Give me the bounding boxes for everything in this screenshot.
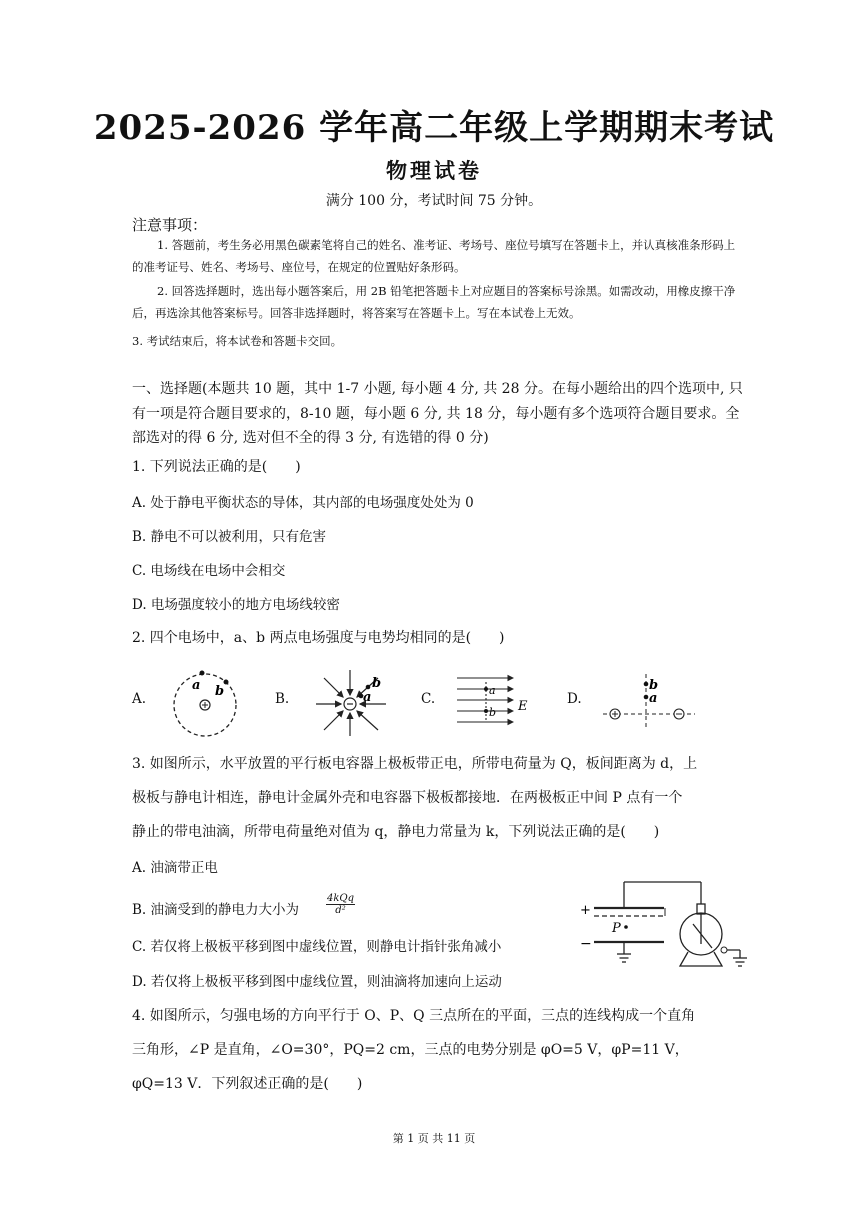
diagram-c-uniform-field [455, 672, 540, 732]
notice-item-1: 1. 答题前，考生务必用黑色碳素笔将自己的姓名、准考证、考场号、座位号填写在答题卡上，并认真核准条形码上的准考证号、姓名、考场号、座位号，在规定的位置贴好条形码。 [132, 238, 736, 274]
diagram-a-label-a: a [192, 678, 201, 693]
question-4-line-3: φQ=13 V．下列叙述正确的是( ) [132, 1076, 363, 1092]
formula-denominator: d² [335, 905, 346, 916]
question-2-label-d: D. [567, 691, 582, 707]
question-3-option-b: B. 油滴受到的静电力大小为 [132, 902, 300, 918]
question-2-label-a: A. [132, 691, 147, 707]
diagram-d-label-a: a [649, 691, 658, 706]
diagram-c-label-b: b [489, 706, 497, 719]
diagram-d-label-b: b [649, 678, 659, 693]
diagram-a-label-b: b [215, 684, 225, 699]
question-1-option-a: A. 处于静电平衡状态的导体，其内部的电场强度处处为 0 [132, 495, 474, 511]
question-1-option-b: B. 静电不可以被利用，只有危害 [132, 529, 327, 545]
formula-numerator: 4kQq [327, 893, 355, 904]
question-3-option-a: A. 油滴带正电 [132, 860, 218, 876]
question-4-line-2: 三角形，∠P 是直角，∠O=30°，PQ=2 cm，三点的电势分别是 φO=5 V，φP=11 V， [132, 1042, 689, 1058]
diagram-c-label-a: a [489, 684, 496, 697]
diagram-c-label-e: E [518, 699, 528, 714]
capacitor-p-label: P [612, 921, 621, 936]
question-2-stem: 2. 四个电场中，a、b 两点电场强度与电势均相同的是( ) [132, 630, 505, 646]
diagram-a-point-charge-circle [165, 668, 250, 738]
question-1-option-c: C. 电场线在电场中会相交 [132, 563, 286, 579]
diagram-d-two-charges [603, 672, 698, 732]
notice-item-2: 2. 回答选择题时，选出每小题答案后，用 2B 铅笔把答题卡上对应题目的答案标号涂黑。如需改动，用橡皮擦干净后，再选涂其他答案标号。回答非选择题时，将答案写在答题卡上。写在本试卷上无效。 [132, 284, 736, 320]
question-3-line-2: 极板与静电计相连，静电计金属外壳和电容器下极板都接地．在两极板正中间 P 点有一个 [132, 790, 683, 806]
capacitor-minus-sign: − [580, 936, 592, 952]
exam-meta: 满分 100 分，考试时间 75 分钟。 [325, 193, 543, 209]
question-3-option-c: C. 若仅将上极板平移到图中虚线位置，则静电计指针张角减小 [132, 939, 502, 955]
question-3-line-3: 静止的带电油滴，所带电荷量绝对值为 q，静电力常量为 k，下列说法正确的是( ) [132, 824, 660, 840]
capacitor-electroscope-diagram [576, 878, 754, 976]
question-3-option-d: D. 若仅将上极板平移到图中虚线位置，则油滴将加速向上运动 [132, 974, 502, 990]
page-footer: 第 1 页 共 11 页 [392, 1132, 476, 1145]
section-instructions: 一、选择题(本题共 10 题，其中 1-7 小题, 每小题 4 分, 共 28 分。在每小题给出的四个选项中, 只有一项是符合题目要求的，8-10 题，每小题 6 分, 共 18 分，每小题有多个选项符合题目要求。全部选对的得 6 分, 选对但不全的得 3 分, 有选错的得 0 分) [132, 381, 743, 446]
question-1-stem: 1. 下列说法正确的是( ) [132, 459, 301, 475]
question-2-label-c: C. [421, 691, 436, 707]
diagram-b-negative-charge-field [312, 668, 392, 738]
diagram-b-label-a: a [363, 690, 372, 705]
question-1-option-d: D. 电场强度较小的地方电场线较密 [132, 597, 340, 613]
question-2-label-b: B. [275, 691, 290, 707]
capacitor-plus-sign: + [580, 903, 591, 918]
diagram-b-label-b: b [372, 676, 382, 691]
exam-subtitle: 物理试卷 [386, 159, 482, 183]
question-4-line-1: 4. 如图所示，匀强电场的方向平行于 O、P、Q 三点所在的平面，三点的连线构成一个直角 [132, 1008, 696, 1024]
question-3-line-1: 3. 如图所示，水平放置的平行板电容器上极板带正电，所带电荷量为 Q，板间距离为 d，上 [132, 756, 698, 772]
exam-title: 2025-2026 学年高二年级上学期期末考试 [93, 108, 775, 148]
notice-heading: 注意事项： [132, 216, 208, 234]
question-3-formula [326, 893, 355, 916]
notice-item-3: 3. 考试结束后，将本试卷和答题卡交回。 [132, 334, 343, 348]
